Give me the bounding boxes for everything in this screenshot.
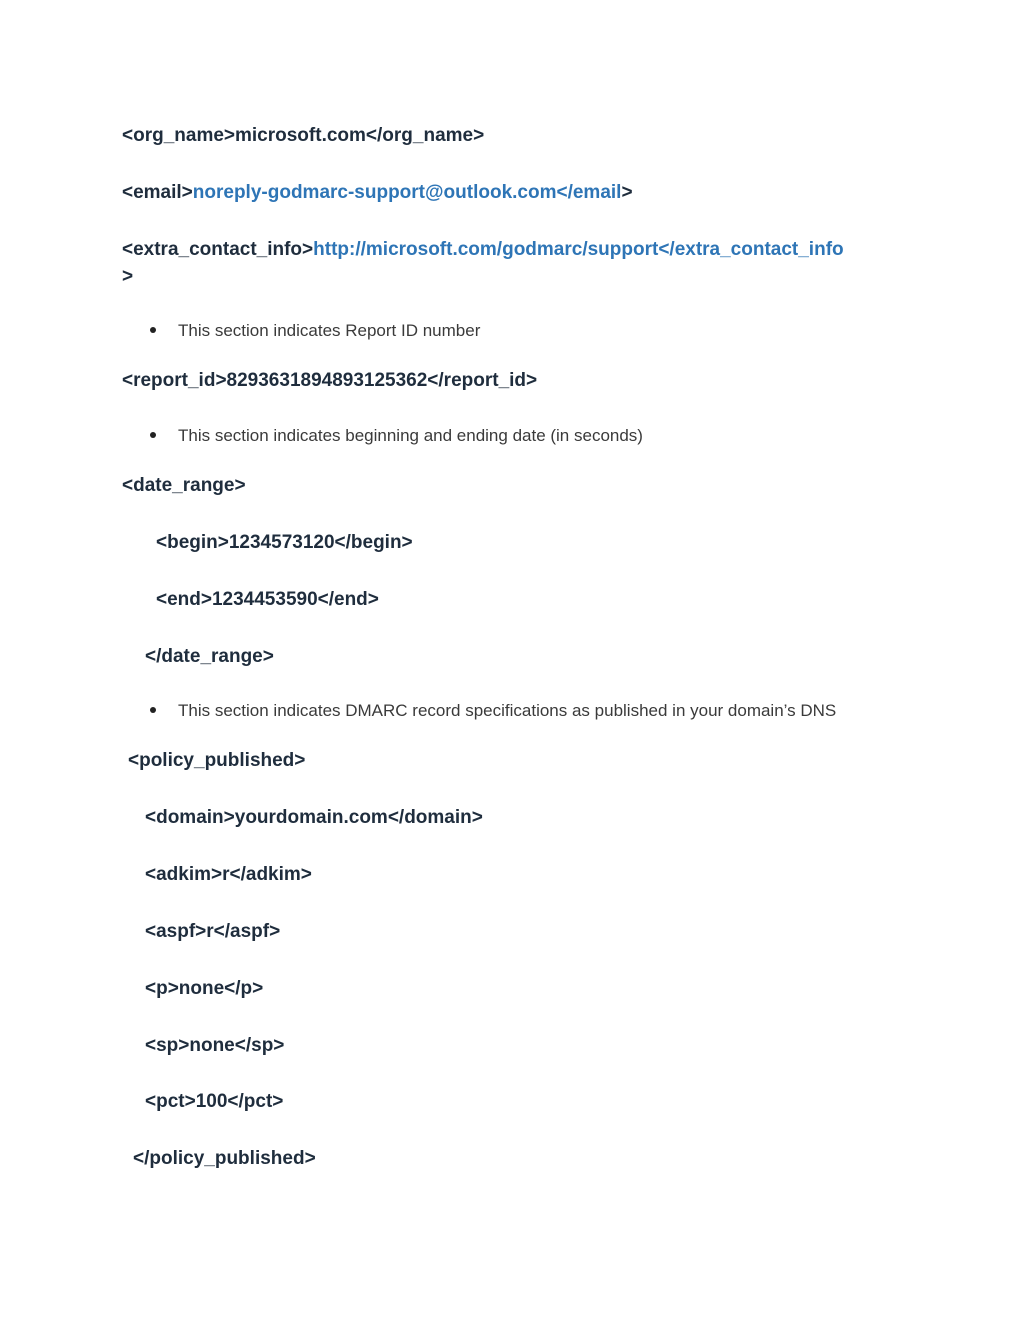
email-tag-close: > bbox=[621, 182, 633, 203]
bullet-policy bbox=[150, 700, 836, 722]
extra-contact-tag-open: <extra_contact_info> bbox=[122, 239, 314, 260]
xml-line-date-range-open: <date_range> bbox=[122, 475, 246, 496]
xml-line-date-range-close: </date_range> bbox=[145, 646, 274, 667]
xml-line-policy-open: <policy_published> bbox=[128, 750, 306, 771]
xml-line-org-name: <org_name>microsoft.com</org_name> bbox=[122, 125, 485, 146]
bullet-dot-icon bbox=[150, 707, 156, 713]
xml-line-begin: <begin>1234573120</begin> bbox=[156, 532, 413, 553]
xml-line-end: <end>1234453590</end> bbox=[156, 589, 379, 610]
bullet-policy-text: This section indicates DMARC record specifications as published in your domain’s DNS bbox=[178, 701, 837, 720]
xml-line-report-id: <report_id>8293631894893125362</report_id> bbox=[122, 370, 538, 391]
bullet-dot-icon bbox=[150, 327, 156, 333]
xml-line-email bbox=[122, 181, 633, 205]
xml-line-domain: <domain>yourdomain.com</domain> bbox=[145, 807, 483, 828]
xml-line-aspf: <aspf>r</aspf> bbox=[145, 921, 281, 942]
xml-line-p: <p>none</p> bbox=[145, 978, 264, 999]
bullet-date-range-text: This section indicates beginning and ending date (in seconds) bbox=[178, 426, 643, 445]
bullet-report-id bbox=[150, 320, 480, 342]
bullet-report-id-text: This section indicates Report ID number bbox=[178, 321, 481, 340]
email-link[interactable]: noreply-godmarc-support@outlook.com</email bbox=[192, 182, 622, 203]
email-tag-open: <email> bbox=[122, 182, 193, 203]
xml-line-adkim: <adkim>r</adkim> bbox=[145, 864, 312, 885]
xml-line-extra-contact-close: > bbox=[122, 266, 134, 287]
xml-line-policy-close: </policy_published> bbox=[133, 1148, 316, 1169]
extra-contact-link[interactable]: http://microsoft.com/godmarc/support</extra_contact_info bbox=[313, 239, 844, 260]
xml-line-sp: <sp>none</sp> bbox=[145, 1035, 285, 1056]
xml-line-pct: <pct>100</pct> bbox=[145, 1091, 284, 1112]
bullet-dot-icon bbox=[150, 432, 156, 438]
xml-line-extra-contact-info bbox=[122, 238, 844, 262]
bullet-date-range bbox=[150, 425, 643, 447]
